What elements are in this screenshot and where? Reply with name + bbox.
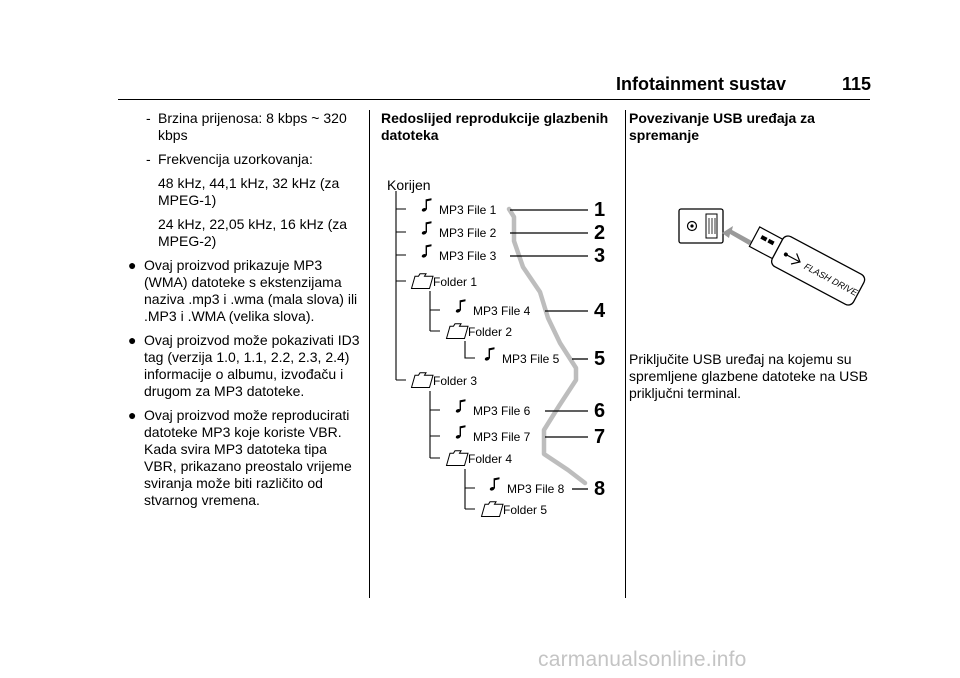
folder-icon: [412, 373, 434, 388]
tree-item-mp3-file-3: [421, 244, 605, 267]
tree-item-folder-2: [447, 324, 513, 339]
playback-order-number: 5: [594, 348, 606, 370]
bullet-marker: ●: [128, 257, 137, 273]
bullet-marker: ●: [128, 407, 137, 423]
tree-item-folder-3: [412, 373, 478, 388]
playback-order-number: 6: [594, 400, 606, 422]
playback-order-number: 7: [594, 426, 606, 448]
flash-drive-label: FLASH DRIVE: [802, 261, 860, 298]
folder-icon: [447, 324, 469, 339]
dash-marker: -: [146, 110, 151, 126]
section-heading-usb-connection: Povezivanje USB uređaja za spremanje: [629, 110, 815, 143]
tree-item-folder-5: [482, 502, 548, 517]
music-note-icon: [455, 425, 465, 439]
page-header-title: Infotainment sustav: [616, 74, 787, 94]
list-item-continuation: 24 kHz, 22,05 kHz, 16 kHz (za MPEG-2): [158, 216, 348, 249]
tree-item-mp3-file-7: [455, 425, 605, 448]
section-heading-playback-order: Redoslijed reprodukcije glazbenih datoteka: [381, 110, 609, 143]
tree-item-label: MP3 File 7: [473, 430, 531, 444]
folder-icon: [447, 451, 469, 466]
music-note-icon: [421, 198, 431, 212]
tree-item-label: MP3 File 1: [439, 203, 497, 217]
folder-icon: [412, 274, 434, 289]
dash-marker: -: [146, 151, 151, 167]
tree-item-folder-4: [447, 451, 513, 466]
music-note-icon: [455, 399, 465, 413]
tree-item-mp3-file-6: [455, 399, 605, 422]
tree-item-label: Folder 3: [433, 374, 478, 388]
usb-flash-drive-icon: [679, 209, 867, 307]
tree-item-label: MP3 File 8: [507, 482, 565, 496]
music-note-icon: [484, 347, 494, 361]
tree-item-label: MP3 File 3: [439, 249, 497, 263]
tree-root-label: Korijen: [387, 177, 431, 193]
list-item-continuation: 48 kHz, 44,1 kHz, 32 kHz (za MPEG-1): [158, 175, 340, 208]
tree-item-label: MP3 File 2: [439, 226, 497, 240]
music-note-icon: [421, 221, 431, 235]
playback-order-number: 3: [594, 245, 606, 267]
playback-order-number: 8: [594, 478, 606, 500]
tree-item-label: Folder 5: [503, 503, 548, 517]
tree-item-label: MP3 File 4: [473, 304, 531, 318]
music-note-icon: [455, 299, 465, 313]
playback-order-number: 2: [594, 222, 606, 244]
playback-order-number: 4: [594, 300, 606, 322]
footer-watermark: carmanualsonline.info: [538, 648, 747, 671]
tree-item-label: Folder 1: [433, 275, 478, 289]
tree-item-mp3-file-4: [455, 299, 606, 322]
tree-item-mp3-file-5: [484, 347, 605, 370]
tree-item-label: MP3 File 6: [473, 404, 531, 418]
tree-item-label: Folder 4: [468, 452, 513, 466]
list-item-text: Brzina prijenosa: 8 kbps ~ 320 kbps: [158, 110, 347, 143]
music-note-icon: [489, 477, 499, 491]
bullet-marker: ●: [128, 332, 137, 348]
playback-order-number: 1: [594, 199, 606, 221]
bullet-text: Ovaj proizvod može pokazivati ID3 tag (verzija 1.0, 1.1, 2.2, 2.3, 2.4) informacije o albumu, izvođaču i drugom za MP3 datoteke.: [144, 332, 360, 399]
tree-item-mp3-file-8: [489, 477, 605, 500]
music-note-icon: [421, 244, 431, 258]
tree-item-label: Folder 2: [468, 325, 513, 339]
bullet-text: Ovaj proizvod prikazuje MP3 (WMA) datoteke s ekstenzijama naziva .mp3 i .wma (mala slova) ili .MP3 i .WMA (velika slova).: [144, 257, 358, 324]
usb-connection-instructions: Priključite USB uređaj na kojemu su spremljene glazbene datoteke na USB priključni terminal.: [629, 351, 868, 401]
page-number: 115: [842, 74, 872, 94]
tree-item-folder-1: [412, 274, 478, 289]
folder-icon: [482, 502, 504, 517]
tree-item-label: MP3 File 5: [502, 352, 560, 366]
bullet-text: Ovaj proizvod može reproducirati datoteke MP3 koje koriste VBR. Kada svira MP3 datoteka tipa VBR, prikazano preostalo vrijeme sviranja može biti različito od stvarnog vremena.: [144, 407, 352, 508]
list-item-text: Frekvencija uzorkovanja:: [158, 151, 313, 167]
